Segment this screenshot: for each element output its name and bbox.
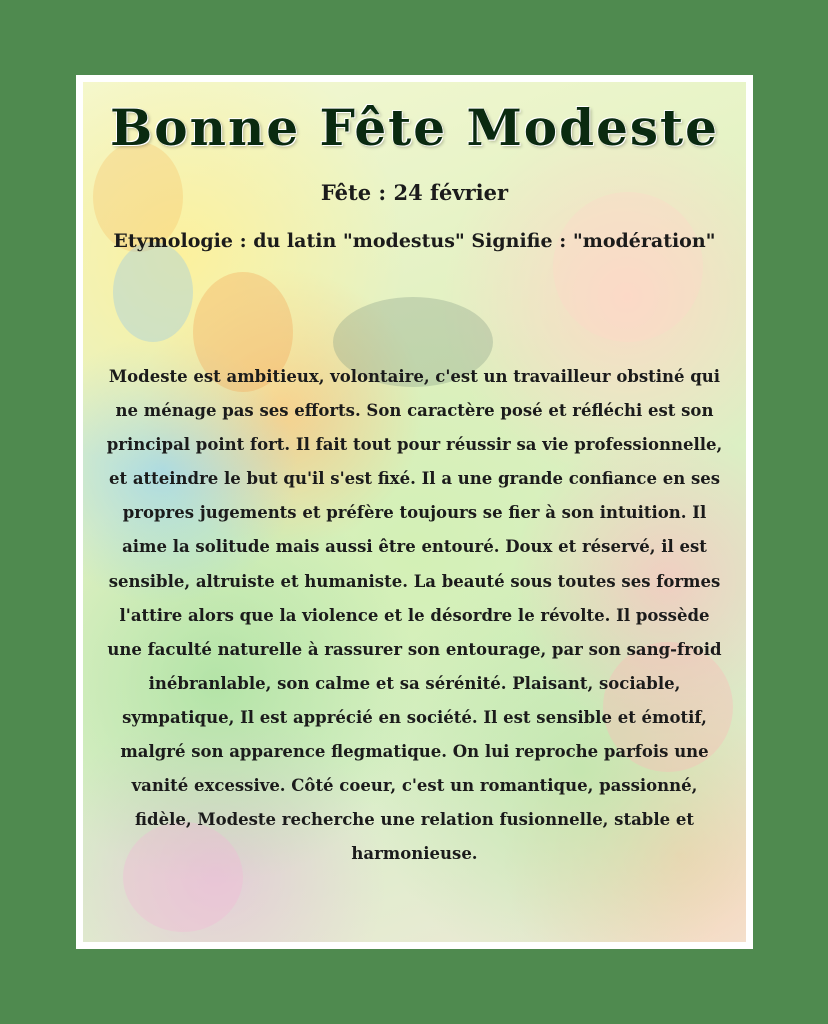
floral-card <box>83 82 746 942</box>
card-frame <box>76 75 753 949</box>
feast-date: Fête : 24 février <box>320 180 509 205</box>
name-description: Modeste est ambitieux, volontaire, c'est un travailleur obstiné qui ne ménage pas ses efforts. Son caractère posé et réfléchi est son principal point fort. Il fait tout pour réussir sa vie professionnelle, et atteindre le but qu'il s'est fixé. Il a une grande confiance en ses propres jugements et préfère toujours se fier à son intuition. Il aime la solitude mais aussi être entouré. Doux et réservé, il est sensible, altruiste et humaniste. La beauté sous toutes ses formes l'attire alors que la violence et le désordre le révolte. Il possède une faculté naturelle à rassurer son entourage, par son sang-froid inébranlable, son calme et sa sérénité. Plaisant, sociable, sympatique, Il est apprécié en société. Il est sensible et émotif, malgré son apparence flegmatique. On lui reproche parfois une vanité excessive. Côté coeur, c'est un romantique, passionné, fidèle, Modeste recherche une relation fusionnelle, stable et harmonieuse. <box>106 367 723 864</box>
etymology-line: Etymologie : du latin "modestus" Signifie : "modération" <box>113 230 716 252</box>
card-title: Bonne Fête Modeste <box>110 98 719 157</box>
balloon-decoration <box>113 242 193 342</box>
rose-decoration <box>553 192 703 342</box>
